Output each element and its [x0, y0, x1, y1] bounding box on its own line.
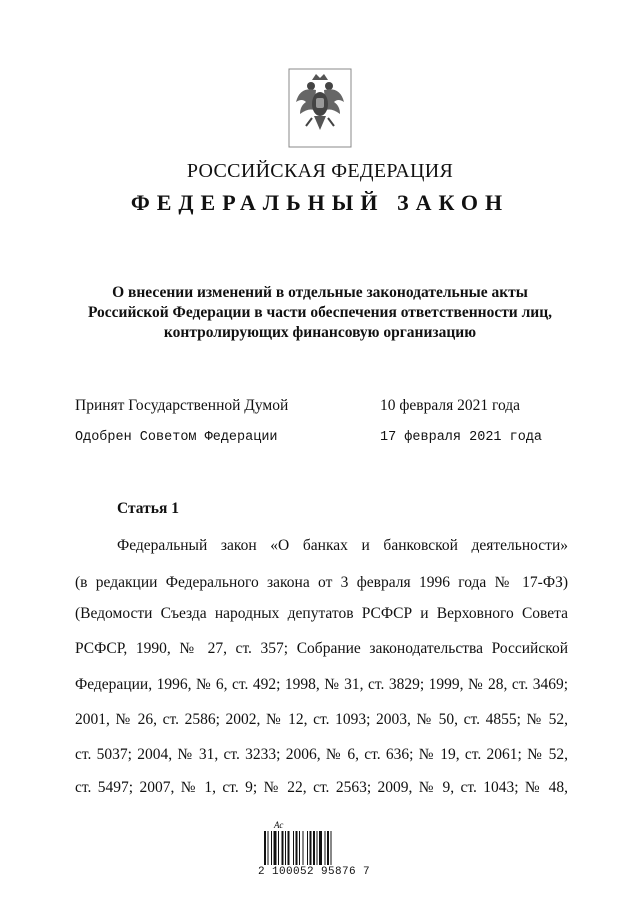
article-text-line: Федеральный закон «О банках и банковской деятельности» [117, 537, 568, 554]
article-heading: Статья 1 [117, 500, 179, 517]
coat-of-arms-icon [288, 68, 352, 148]
article-text-line: Федерации, 1996, № 6, ст. 492; 1998, № 31, ст. 3829; 1999, № 28, ст. 3469; [75, 676, 568, 693]
council-approval-label: Одобрен Советом Федерации [75, 430, 278, 445]
law-title-line: контролирующих финансовую организацию [163, 324, 477, 341]
document-barcode [256, 820, 376, 884]
article-text-line: ст. 5037; 2004, № 31, ст. 3233; 2006, № 6, ст. 636; № 19, ст. 2061; № 52, [75, 746, 568, 763]
council-approval-date: 17 февраля 2021 года [380, 430, 543, 445]
law-title-line: Российской Федерации в части обеспечения ответственности лиц, [87, 304, 553, 321]
article-text-line: 2001, № 26, ст. 2586; 2002, № 12, ст. 1093; 2003, № 50, ст. 4855; № 52, [75, 711, 568, 728]
article-text-line: ст. 5497; 2007, № 1, ст. 9; № 22, ст. 2563; 2009, № 9, ст. 1043; № 48, [75, 779, 568, 796]
duma-adoption-date: 10 февраля 2021 года [380, 397, 521, 414]
article-text-line: РСФСР, 1990, № 27, ст. 357; Собрание законодательства Российской [75, 640, 568, 657]
document-type: ФЕДЕРАЛЬНЫЙ ЗАКОН [130, 190, 510, 215]
barcode-handwritten-mark: Ас [274, 820, 284, 830]
law-title [0, 283, 640, 343]
article-text-line: (в редакции Федерального закона от 3 февраля 1996 года № 17-ФЗ) [75, 574, 568, 591]
barcode-icon [264, 831, 370, 865]
barcode-number: 2 100052 95876 7 [258, 866, 371, 878]
country-name: РОССИЙСКАЯ ФЕДЕРАЦИЯ [186, 160, 454, 182]
law-title-line: О внесении изменений в отдельные законодательные акты [112, 284, 528, 301]
duma-adoption-label: Принят Государственной Думой [75, 397, 289, 414]
article-text-line: (Ведомости Съезда народных депутатов РСФСР и Верховного Совета [75, 605, 568, 622]
